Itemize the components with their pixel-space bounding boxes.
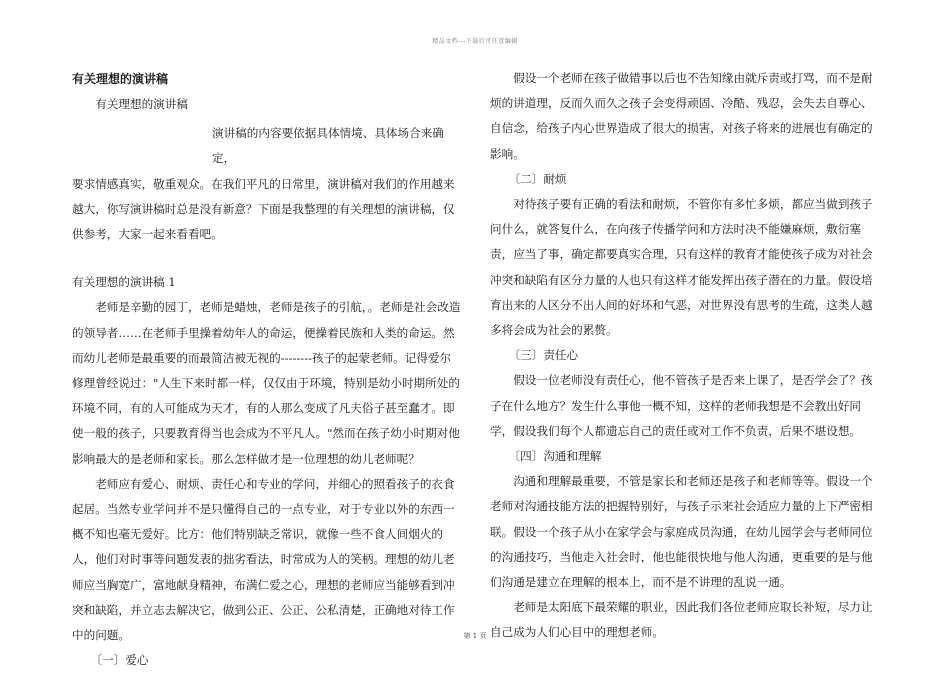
abstract (72, 121, 462, 247)
abstract-first-line: 演讲稿的内容要依据具体情境、具体场合来确定， (212, 126, 444, 166)
section-heading: 〔一〕爱心 (90, 653, 149, 668)
page-header: 精品文档---下载后可任意编辑 (432, 38, 518, 45)
section-heading: 〔三〕责任心 (508, 348, 579, 363)
paragraph: 对待孩子要有正确的看法和耐烦，不管你有多忙多烦，都应当做到孩子问什么，就答复什么，在向孩子传播学问和方法时决不能嫌麻烦，敷衍塞责，应当了事，确定都要真实合理，只有这样的教育才能使孩子成为对社会冲突和缺陷有区分力量的人也只有这样才能发挥出孩子潜在的力量。假设培育出来的人区分不出人间的好坏和气恶，对世界没有思考的生疏，这类人越多将会成为社会的累赘。 (490, 197, 873, 338)
page-number: 第 1 页 (463, 632, 487, 640)
abstract-body: 要求情感真实，敬重观众。在我们平凡的日常里，演讲稿对我们的作用越来越大，你写演讲稿时总是没有新意？下面是我整理的有关理想的演讲稿，仅供参考，大家一起来看看吧。 (72, 176, 455, 242)
paragraph: 假设一个老师在孩子做错事以后也不告知缘由就斥责或打骂，而不是耐烦的讲道理，反而久而久之孩子会变得顽固、冷酷、残忍，会失去自尊心、自信念，给孩子内心世界造成了很大的损害，对孩子将来的进展也有确定的影响。 (490, 71, 873, 161)
section-heading: 〔四〕沟通和理解 (508, 449, 602, 464)
paragraph: 沟通和理解最重要，不管是家长和老师还是孩子和老师等等。假设一个老师对沟通技能方法的把握特别好，与孩子示来社会适应力量的上下严密相联。假设一个孩子从小在家学会与家庭成员沟通，在幼儿园学会与老师同位的沟通技巧，当他走入社会时，他也能很快地与他人沟通，更重要的是与他们沟通是建立在理解的根本上，而不是不讲理的乱说一通。 (490, 474, 873, 590)
paragraph: 假设一位老师没有责任心，他不管孩子是否来上课了，是否学会了？孩子在什么地方？发生什么事他一概不知，这样的老师我想是不会教出好同学，假设我们每个人都遗忘自己的责任或对工作不负责，后果不堪设想。 (490, 373, 873, 438)
section-title: 有关理想的演讲稿 1 (72, 275, 176, 290)
paragraph: 老师是辛勤的园丁，老师是蜡烛，老师是孩子的引航，。老师是社会改造的领导者……在老师手里操着幼年人的命运，便操着民族和人类的命运。然而幼儿老师是最重要的而最简洁被无视的--------孩子的起蒙老师。记得爱尔修理曾经说过："人生下来时都一样，仅仅由于环境，特别是幼小时期所处的环境不同，有的人可能成为天才，有的人那么变成了凡夫俗子甚至蠢才。即使一般的孩子，只要教育得当也会成为不平凡人。"然而在孩子幼小时期对他影响最大的是老师和家长。那么怎样做才是一位理想的幼儿老师呢？ (72, 300, 461, 466)
document-title: 有关理想的演讲稿 (72, 72, 169, 86)
paragraph: 老师是太阳底下最荣耀的职业，因此我们各位老师应取长补短，尽力让自己成为人们心目中的理想老师。 (490, 600, 873, 640)
document-subtitle: 有关理想的演讲稿 (95, 97, 188, 111)
paragraph: 老师应有爱心、耐烦、责任心和专业的学问，并细心的照看孩子的衣食起居。当然专业学问并不是只懂得自己的一点专业，对于专业以外的东西一概不知也毫无爱好。比方：他们特别缺乏常识，就像一些不食人间烟火的人，他们对时事等问题发表的拙劣看法，时常成为人的笑柄。理想的幼儿老师应当胸宽广，富地献身精神，布满仁爱之心，理想的老师应当能够看到冲突和缺陷，并立志去解决它，做到公正、公正、公私清楚，正确地对待工作中的问题。 (72, 476, 455, 643)
left-column (72, 66, 462, 673)
spacer (72, 247, 462, 270)
section-heading: 〔二〕耐烦 (508, 171, 567, 186)
right-column (490, 66, 880, 646)
